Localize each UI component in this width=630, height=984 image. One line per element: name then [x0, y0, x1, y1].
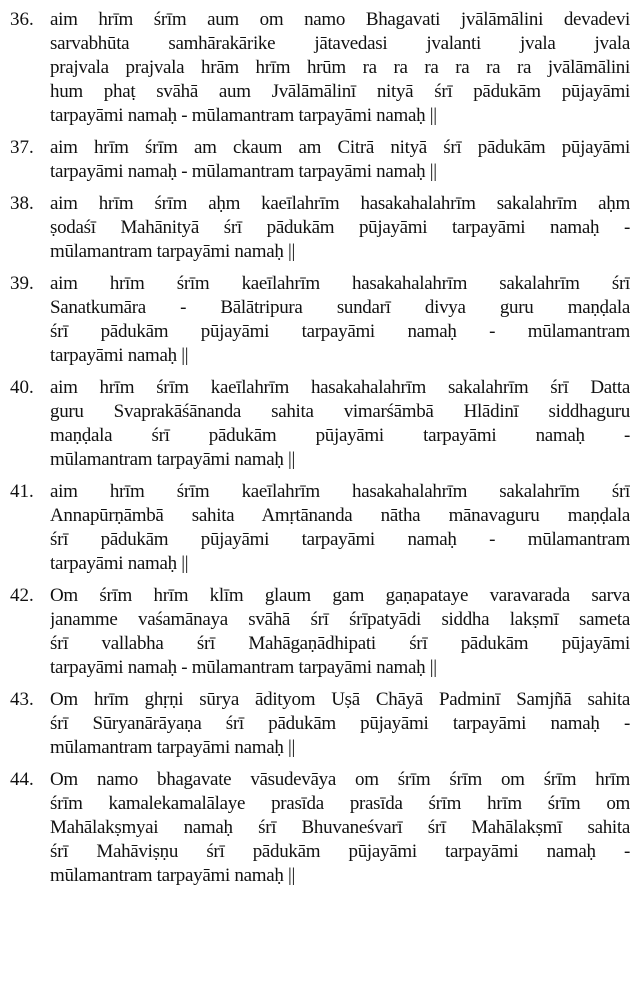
verse-line: Mahālakṣmyai namaḥ śrī Bhuvaneśvarī śrī Mahālakṣmī sahita [50, 817, 630, 838]
verse-text [50, 480, 630, 576]
verse-block [0, 376, 630, 472]
verse-line: śrī vallabha śrī Mahāgaṇādhipati śrī pādukām pūjayāmi [50, 633, 630, 654]
verse-line: janamme vaśamānaya svāhā śrī śrīpatyādi siddha lakṣmī sameta [50, 609, 630, 630]
verse-block [0, 136, 630, 184]
verse-line: śrī pādukām pūjayāmi tarpayāmi namaḥ - mūlamantram [50, 529, 630, 550]
verse-line: mūlamantram tarpayāmi namaḥ || [50, 241, 295, 262]
verse-block [0, 272, 630, 368]
verse-line: tarpayāmi namaḥ - mūlamantram tarpayāmi namaḥ || [50, 161, 437, 182]
verse-line: tarpayāmi namaḥ - mūlamantram tarpayāmi namaḥ || [50, 657, 437, 678]
verse-line: mūlamantram tarpayāmi namaḥ || [50, 737, 295, 758]
verse-line: Om hrīm ghṛṇi sūrya ādityom Uṣā Chāyā Padminī Samjñā sahita [50, 689, 630, 710]
verse-block [0, 688, 630, 760]
verse-block [0, 8, 630, 128]
verse-number: 41. [10, 481, 34, 502]
verse-line: aim hrīm śrīm kaeīlahrīm hasakahalahrīm sakalahrīm śrī [50, 273, 630, 294]
verse-number: 37. [10, 137, 34, 158]
verse-line: hum phaṭ svāhā aum Jvālāmālinī nityā śrī pādukām pūjayāmi [50, 81, 630, 102]
verse-line: maṇḍala śrī pādukām pūjayāmi tarpayāmi namaḥ - [50, 425, 630, 446]
verse-line: ṣodaśī Mahānityā śrī pādukām pūjayāmi tarpayāmi namaḥ - [50, 217, 630, 238]
verse-line: mūlamantram tarpayāmi namaḥ || [50, 865, 295, 886]
verse-line: tarpayāmi namaḥ || [50, 553, 189, 574]
verse-line: tarpayāmi namaḥ || [50, 345, 189, 366]
verse-line: śrī Sūryanārāyaṇa śrī pādukām pūjayāmi tarpayāmi namaḥ - [50, 713, 630, 734]
verse-text [50, 8, 630, 128]
verse-block [0, 768, 630, 888]
verse-line: guru Svaprakāśānanda sahita vimarśāmbā Hlādinī siddhaguru [50, 401, 630, 422]
verse-line: aim hrīm śrīm kaeīlahrīm hasakahalahrīm sakalahrīm śrī [50, 481, 630, 502]
verse-line: Om namo bhagavate vāsudevāya om śrīm śrīm om śrīm hrīm [50, 769, 630, 790]
verse-block [0, 480, 630, 576]
verse-text [50, 768, 630, 888]
verse-text [50, 376, 630, 472]
verse-line: śrī Mahāviṣṇu śrī pādukām pūjayāmi tarpayāmi namaḥ - [50, 841, 630, 862]
verse-number: 40. [10, 377, 34, 398]
verse-line: tarpayāmi namaḥ - mūlamantram tarpayāmi namaḥ || [50, 105, 437, 126]
verse-number: 36. [10, 9, 34, 30]
verse-line: aim hrīm śrīm am ckaum am Citrā nityā śrī pādukām pūjayāmi [50, 137, 630, 158]
verse-text [50, 272, 630, 368]
verse-line: aim hrīm śrīm kaeīlahrīm hasakahalahrīm sakalahrīm śrī Datta [50, 377, 630, 398]
verse-number: 44. [10, 769, 34, 790]
verse-line: Sanatkumāra - Bālātripura sundarī divya guru maṇḍala [50, 297, 630, 318]
verse-line: mūlamantram tarpayāmi namaḥ || [50, 449, 295, 470]
verse-block [0, 584, 630, 680]
verse-line: aim hrīm śrīm aum om namo Bhagavati jvālāmālini devadevi [50, 9, 630, 30]
verse-line: śrī pādukām pūjayāmi tarpayāmi namaḥ - mūlamantram [50, 321, 630, 342]
verse-line: Om śrīm hrīm klīm glaum gam gaṇapataye varavarada sarva [50, 585, 630, 606]
verse-number: 43. [10, 689, 34, 710]
verse-line: śrīm kamalekamalālaye prasīda prasīda śrīm hrīm śrīm om [50, 793, 630, 814]
verse-text [50, 584, 630, 680]
verse-line: prajvala prajvala hrām hrīm hrūm ra ra ra ra ra ra jvālāmālini [50, 57, 630, 78]
verse-line: Annapūrṇāmbā sahita Amṛtānanda nātha mānavaguru maṇḍala [50, 505, 630, 526]
verse-number: 38. [10, 193, 34, 214]
verse-text [50, 136, 630, 184]
verse-number: 39. [10, 273, 34, 294]
document-page [0, 8, 630, 896]
verse-block [0, 192, 630, 264]
verse-number: 42. [10, 585, 34, 606]
verse-line: aim hrīm śrīm aḥm kaeīlahrīm hasakahalahrīm sakalahrīm aḥm [50, 193, 630, 214]
verse-line: sarvabhūta samhārakārike jātavedasi jvalanti jvala jvala [50, 33, 630, 54]
verse-text [50, 688, 630, 760]
verse-text [50, 192, 630, 264]
